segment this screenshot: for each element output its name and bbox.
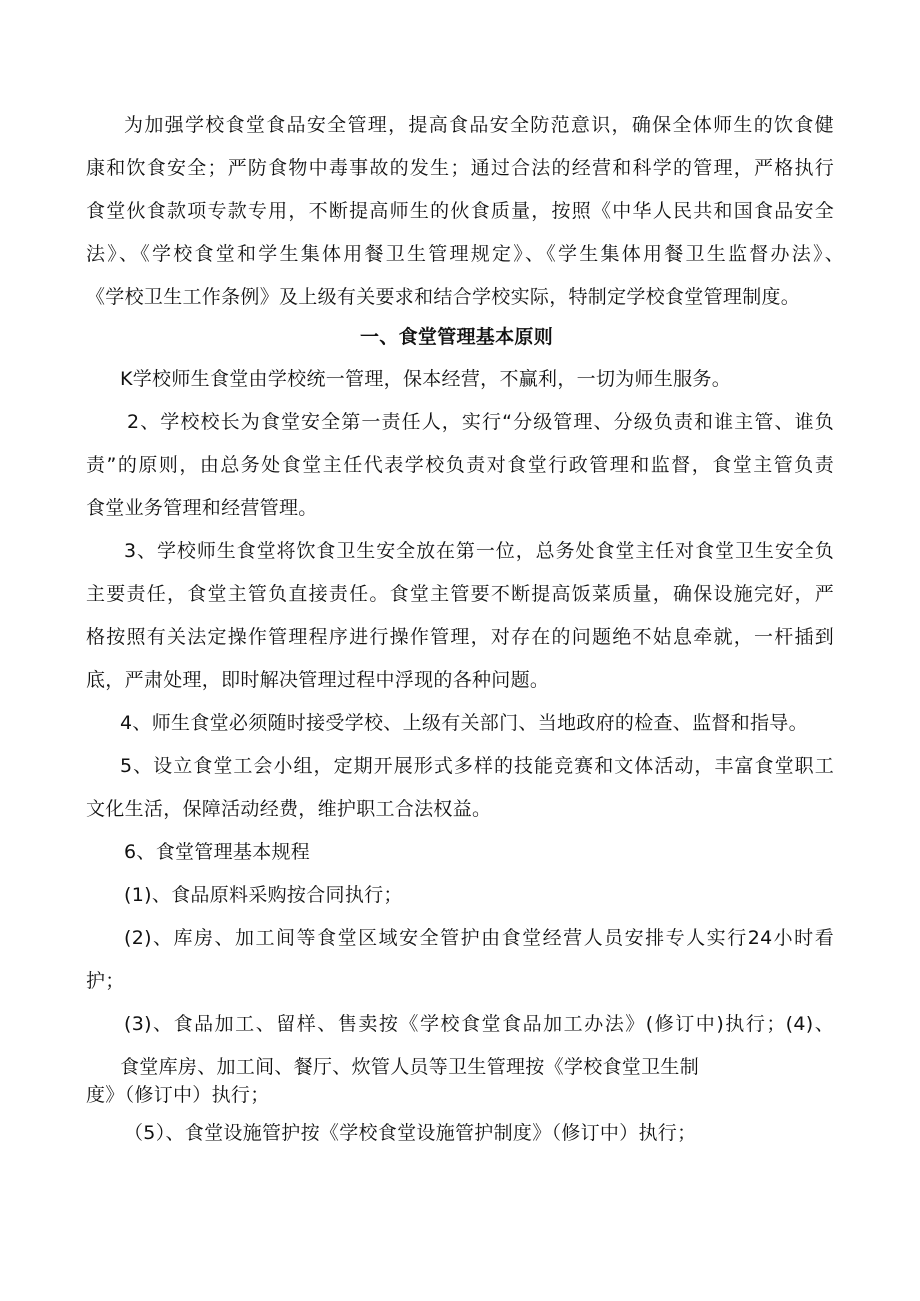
sub-item-1: (1)、食品原料采购按合同执行；: [124, 884, 403, 906]
item-3-line-1: 3、学校师生食堂将饮食卫生安全放在第一位，总务处食堂主任对食堂卫生安全负: [124, 540, 834, 562]
section-title: 一、食堂管理基本原则: [360, 326, 554, 348]
item-3-line-3: 格按照有关法定操作管理程序进行操作管理，对存在的问题绝不姑息牵就，一杆插到: [86, 626, 834, 648]
intro-line-3: 食堂伙食款项专款专用，不断提高师生的伙食质量，按照《中华人民共和国食品安全: [86, 200, 834, 222]
item-5-line-2: 文化生活，保障活动经费，维护职工合法权益。: [86, 798, 492, 820]
sub-item-2-line-2: 护；: [86, 970, 125, 992]
item-5-line-1: 5、设立食堂工会小组，定期开展形式多样的技能竞赛和文体活动，丰富食堂职工: [120, 755, 834, 777]
intro-line-5: 《学校卫生工作条例》及上级有关要求和结合学校实际，特制定学校食堂管理制度。: [86, 286, 801, 308]
sub-item-4-line-1: 食堂库房、加工间、餐厅、炊管人员等卫生管理按《学校食堂卫生制: [120, 1056, 700, 1078]
sub-item-3: (3)、食品加工、留样、售卖按《学校食堂食品加工办法》(修订中)执行；(4)、: [124, 1013, 834, 1035]
item-2-line-3: 食堂业务管理和经营管理。: [86, 497, 318, 519]
item-2-line-1: 2、学校校长为食堂安全第一责任人，实行“分级管理、分级负责和谁主管、谁负: [127, 411, 834, 433]
intro-line-1: 为加强学校食堂食品安全管理，提高食品安全防范意识，确保全体师生的饮食健: [124, 114, 834, 136]
item-1: K学校师生食堂由学校统一管理，保本经营，不赢利，一切为师生服务。: [120, 368, 732, 390]
sub-item-2-line-1: (2)、库房、加工间等食堂区域安全管护由食堂经营人员安排专人实行24小时看: [124, 927, 834, 949]
sub-item-5: （5）、食堂设施管护按《学校食堂设施管护制度》（修订中）执行；: [124, 1122, 697, 1144]
intro-line-4: 法》、《学校食堂和学生集体用餐卫生管理规定》、《学生集体用餐卫生监督办法》、: [86, 243, 844, 265]
item-3-line-4: 底，严肃处理，即时解决管理过程中浮现的各种问题。: [86, 669, 550, 691]
item-6: 6、食堂管理基本规程: [124, 841, 311, 863]
item-2-line-2: 责”的原则，由总务处食堂主任代表学校负责对食堂行政管理和监督，食堂主管负责: [86, 454, 834, 476]
item-3-line-2: 主要责任，食堂主管负直接责任。食堂主管要不断提高饭菜质量，确保设施完好，严: [86, 583, 834, 605]
intro-line-2: 康和饮食安全；严防食物中毒事故的发生；通过合法的经营和科学的管理，严格执行: [86, 157, 834, 179]
item-4: 4、师生食堂必须随时接受学校、上级有关部门、当地政府的检查、监督和指导。: [120, 712, 808, 734]
sub-item-4-line-2: 度》（修订中）执行；: [86, 1084, 270, 1106]
